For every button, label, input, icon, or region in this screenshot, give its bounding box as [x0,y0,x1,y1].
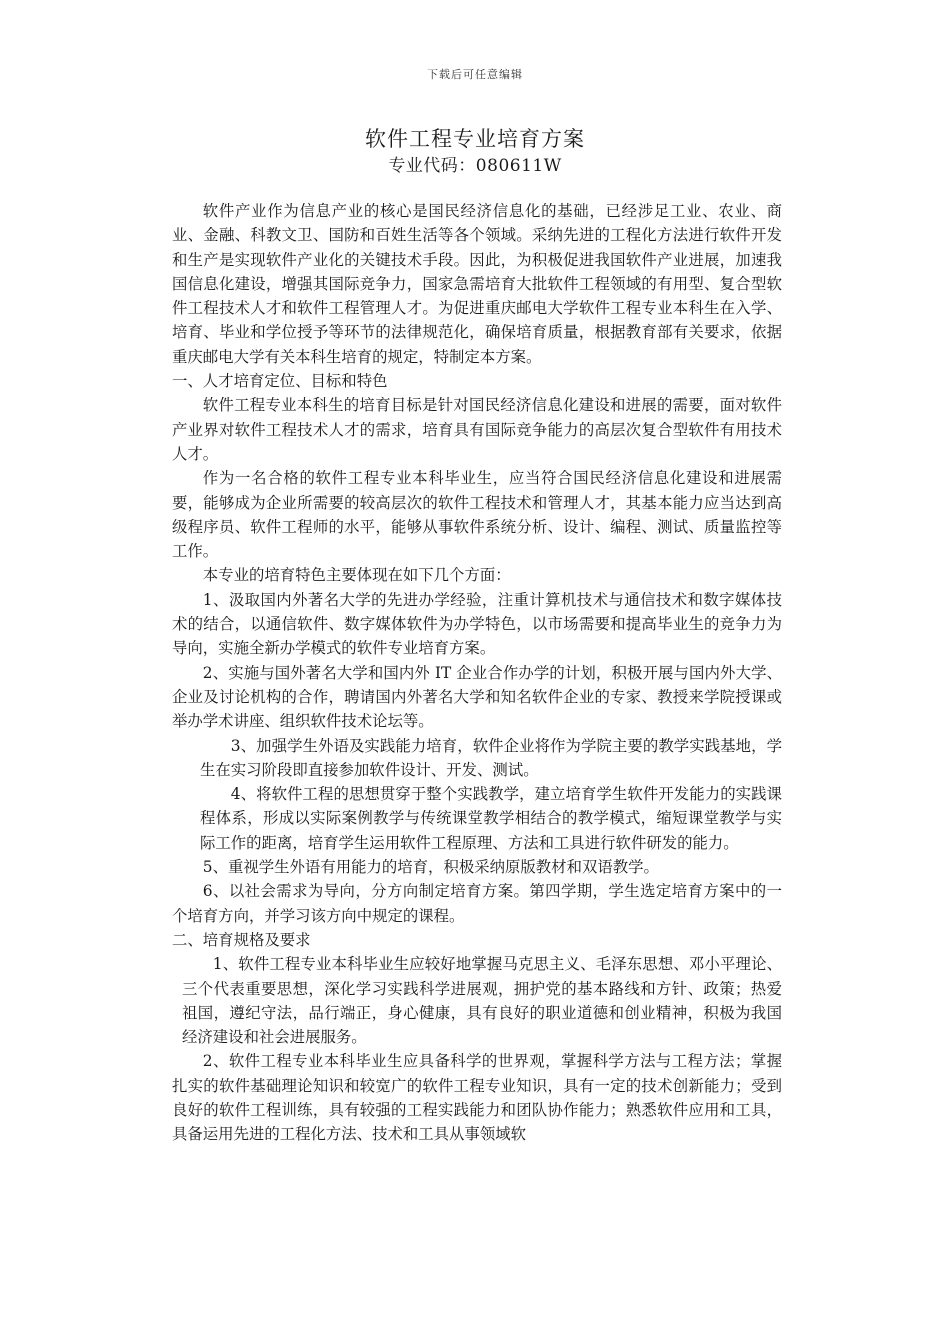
document-title: 软件工程专业培育方案 [365,127,585,151]
paragraph-graduate: 作为一名合格的软件工程专业本科毕业生，应当符合国民经济信息化建设和进展需要，能够成为企业所需要的较高层次的软件工程技术和管理人才，其基本能力应当达到高级程序员、软件工程师的水平，能够从事软件系统分析、设计、编程、测试、质量监控等工作。 [172,469,782,561]
requirement-item-1: 1、软件工程专业本科毕业生应较好地掌握马克思主义、毛泽东思想、邓小平理论、三个代表重要思想，深化学习实践科学进展观，拥护党的基本路线和方针、政策；热爱祖国，遵纪守法，品行端正，身心健康，具有良好的职业道德和创业精神，积极为我国经济建设和社会进展服务。 [182,955,782,1047]
feature-item-4: 4、将软件工程的思想贯穿于整个实践教学，建立培育学生软件开发能力的实践课程体系，形成以实际案例教学与传统课堂教学相结合的教学模式，缩短课堂教学与实际工作的距离，培育学生运用软件工程原理、方法和工具进行软件研发的能力。 [200,785,782,852]
paragraph-goal: 软件工程专业本科生的培育目标是针对国民经济信息化建设和进展的需要，面对软件产业界对软件工程技术人才的需求，培育具有国际竞争能力的高层次复合型软件有用技术人才。 [172,396,782,463]
feature-item-1: 1、汲取国内外著名大学的先进办学经验，注重计算机技术与通信技术和数字媒体技术的结合，以通信软件、数字媒体软件为办学特色，以市场需要和提高毕业生的竞争力为导向，实施全新办学模式的软件专业培育方案。 [172,590,782,658]
requirement-item-2: 2、软件工程专业本科毕业生应具备科学的世界观，掌握科学方法与工程方法；掌握扎实的软件基础理论知识和较宽广的软件工程专业知识，具有一定的技术创新能力；受到良好的软件工程训练，具有较强的工程实践能力和团队协作能力；熟悉软件应用和工具，具备运用先进的工程化方法、技术和工具从事领域软 [172,1052,782,1144]
document-body [172,199,782,1147]
header-note: 下载后可任意编辑 [427,68,523,81]
feature-item-5: 5、重视学生外语有用能力的培育，积极采纳原版教材和双语教学。 [202,858,659,877]
paragraph-features-intro: 本专业的培育特色主要体现在如下几个方面： [202,566,511,585]
feature-item-6: 6、以社会需求为导向，分方向制定培育方案。第四学期，学生选定培育方案中的一个培育方向，并学习该方向中规定的课程。 [172,882,782,925]
major-code: 专业代码：080611W [388,156,562,176]
feature-item-3: 3、加强学生外语及实践能力培育，软件企业将作为学院主要的教学实践基地，学生在实习阶段即直接参加软件设计、开发、测试。 [200,736,782,779]
section-heading-1: 一、人才培育定位、目标和特色 [172,372,388,391]
intro-paragraph: 软件产业作为信息产业的核心是国民经济信息化的基础，已经涉足工业、农业、商业、金融、科教文卫、国防和百姓生活等各个领域。采纳先进的工程化方法进行软件开发和生产是实现软件产业化的关键技术手段。因此，为积极促进我国软件产业进展，加速我国信息化建设，增强其国际竞争力，国家急需培育大批软件工程领域的有用型、复合型软件工程技术人才和软件工程管理人才。为促进重庆邮电大学软件工程专业本科生在入学、培育、毕业和学位授予等环节的法律规范化，确保培育质量，根据教育部有关要求，依据重庆邮电大学有关本科生培育的规定，特制定本方案。 [172,202,782,366]
section-heading-2: 二、培育规格及要求 [172,930,311,949]
feature-item-2: 2、实施与国外著名大学和国内外 IT 企业合作办学的计划，积极开展与国内外大学、企业及讨论机构的合作，聘请国内外著名大学和知名软件企业的专家、教授来学院授课或举办学术讲座、组织软件技术论坛等。 [172,663,782,731]
